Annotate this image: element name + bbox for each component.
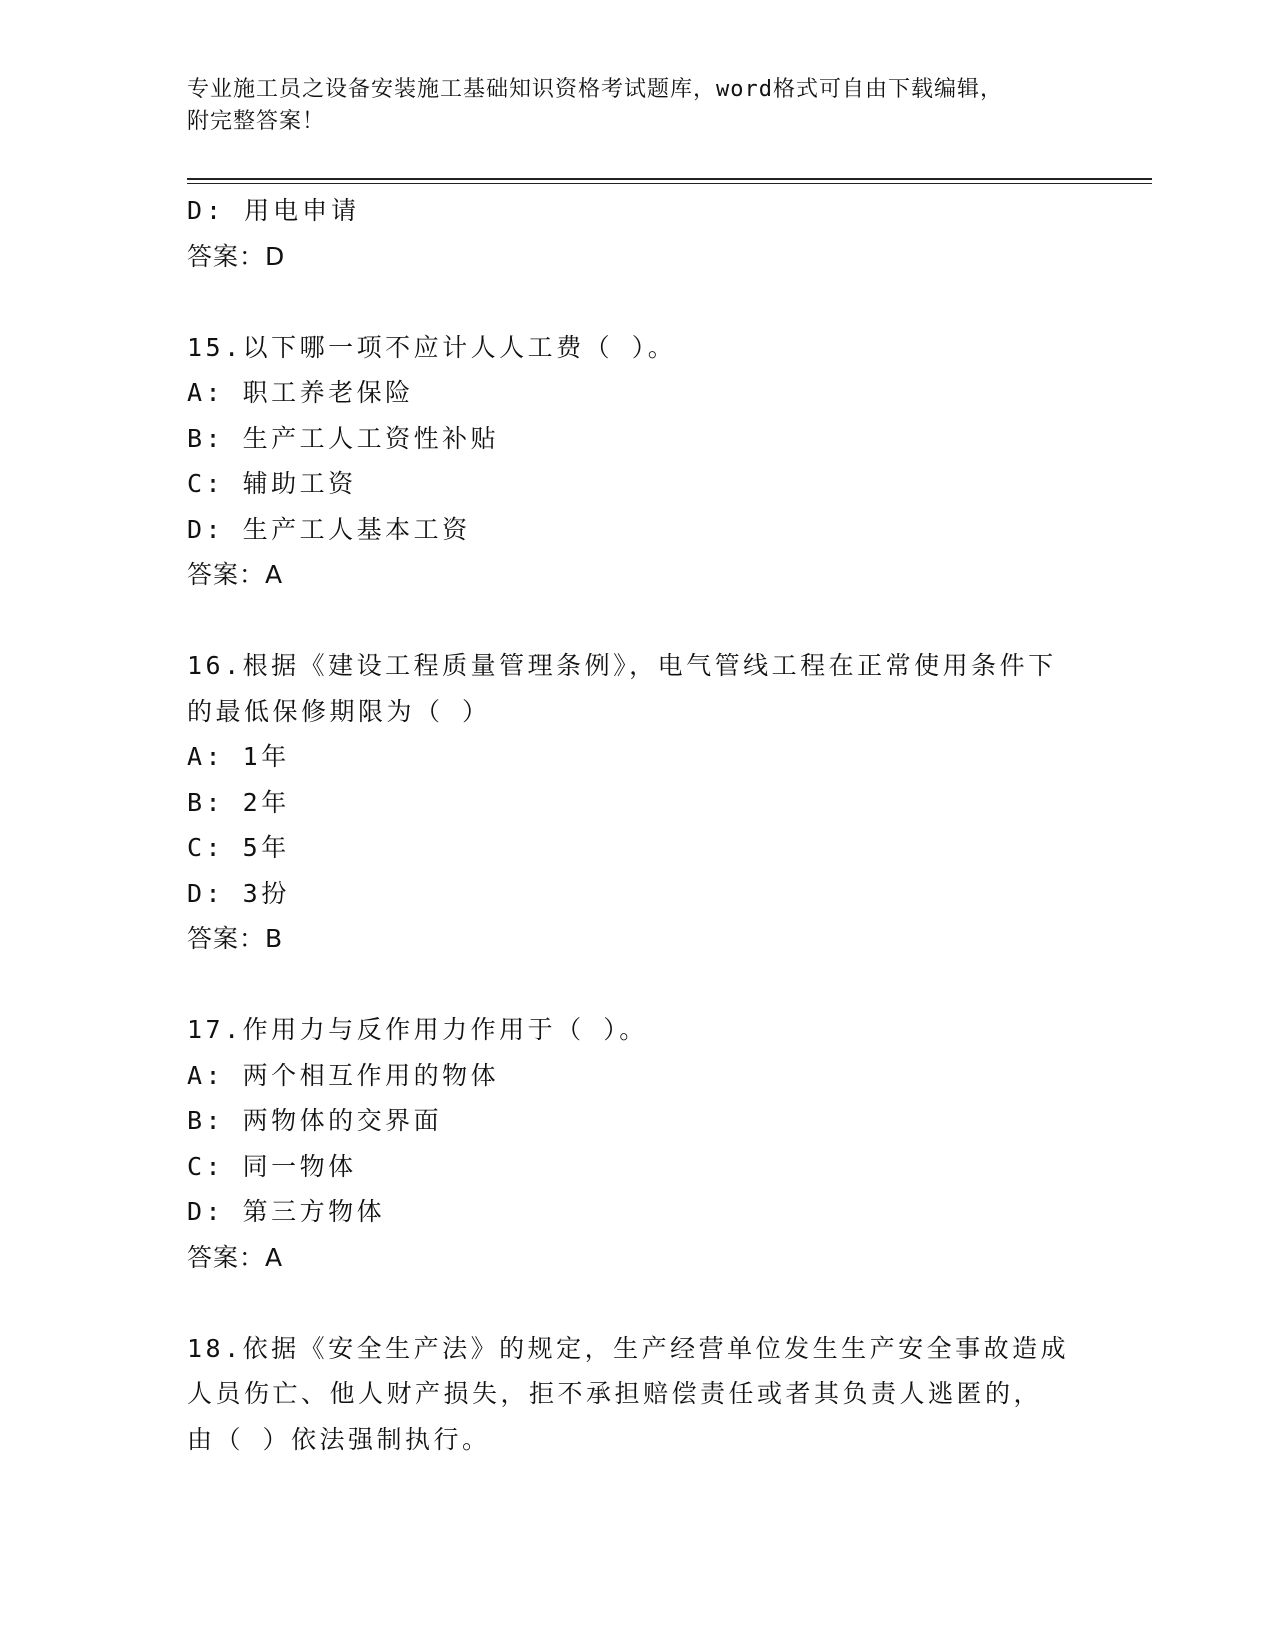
option-d: D: 生产工人基本工资 <box>187 514 471 544</box>
question-stem-continued: 人员伤亡、他人财产损失，拒不承担赔偿责任或者其负责人逃匿的， <box>187 1379 1043 1408</box>
answer: 答案：A <box>187 1242 284 1272</box>
option-a: A: 职工养老保险 <box>187 378 414 407</box>
option-b: B: 生产工人工资性补贴 <box>187 423 500 453</box>
option-d: D: 3扮 <box>187 878 290 908</box>
option-c: C: 5年 <box>187 833 290 862</box>
question-stem: 18.依据《安全生产法》的规定，生产经营单位发生生产安全事故造成 <box>187 1333 1070 1363</box>
previous-option-d: D: 用电申请 <box>187 196 361 225</box>
question-16 <box>187 643 1107 962</box>
answer: 答案：B <box>187 924 284 953</box>
spacer <box>187 1280 1107 1326</box>
question-stem-continued: 由（ ）依法强制执行。 <box>187 1424 491 1454</box>
question-stem-continued: 的最低保修期限为（ ） <box>187 696 491 726</box>
option-c: C: 辅助工资 <box>187 469 357 498</box>
option-a: A: 1年 <box>187 742 290 771</box>
question-stem: 16.根据《建设工程质量管理条例》，电气管线工程在正常使用条件下 <box>187 651 1057 680</box>
header-line-1: 专业施工员之设备安装施工基础知识资格考试题库，word格式可自由下载编辑， <box>187 77 1003 102</box>
spacer <box>187 279 1107 325</box>
question-stem: 15.以下哪一项不应计人人工费（ ）。 <box>187 332 677 362</box>
header-line-2: 附完整答案！ <box>187 109 326 134</box>
option-a: A: 两个相互作用的物体 <box>187 1060 500 1090</box>
option-d: D: 第三方物体 <box>187 1197 386 1226</box>
question-15 <box>187 325 1107 598</box>
option-b: B: 2年 <box>187 787 290 817</box>
spacer <box>187 598 1107 644</box>
answer: 答案：A <box>187 560 284 589</box>
question-17 <box>187 1007 1107 1280</box>
document-header <box>187 74 1087 138</box>
previous-answer: 答案：D <box>187 241 286 271</box>
header-divider <box>187 178 1152 184</box>
question-content <box>187 188 1107 1462</box>
option-c: C: 同一物体 <box>187 1151 357 1181</box>
spacer <box>187 962 1107 1008</box>
question-stem: 17.作用力与反作用力作用于（ ）。 <box>187 1015 648 1044</box>
option-b: B: 两物体的交界面 <box>187 1106 443 1135</box>
question-18 <box>187 1326 1107 1463</box>
